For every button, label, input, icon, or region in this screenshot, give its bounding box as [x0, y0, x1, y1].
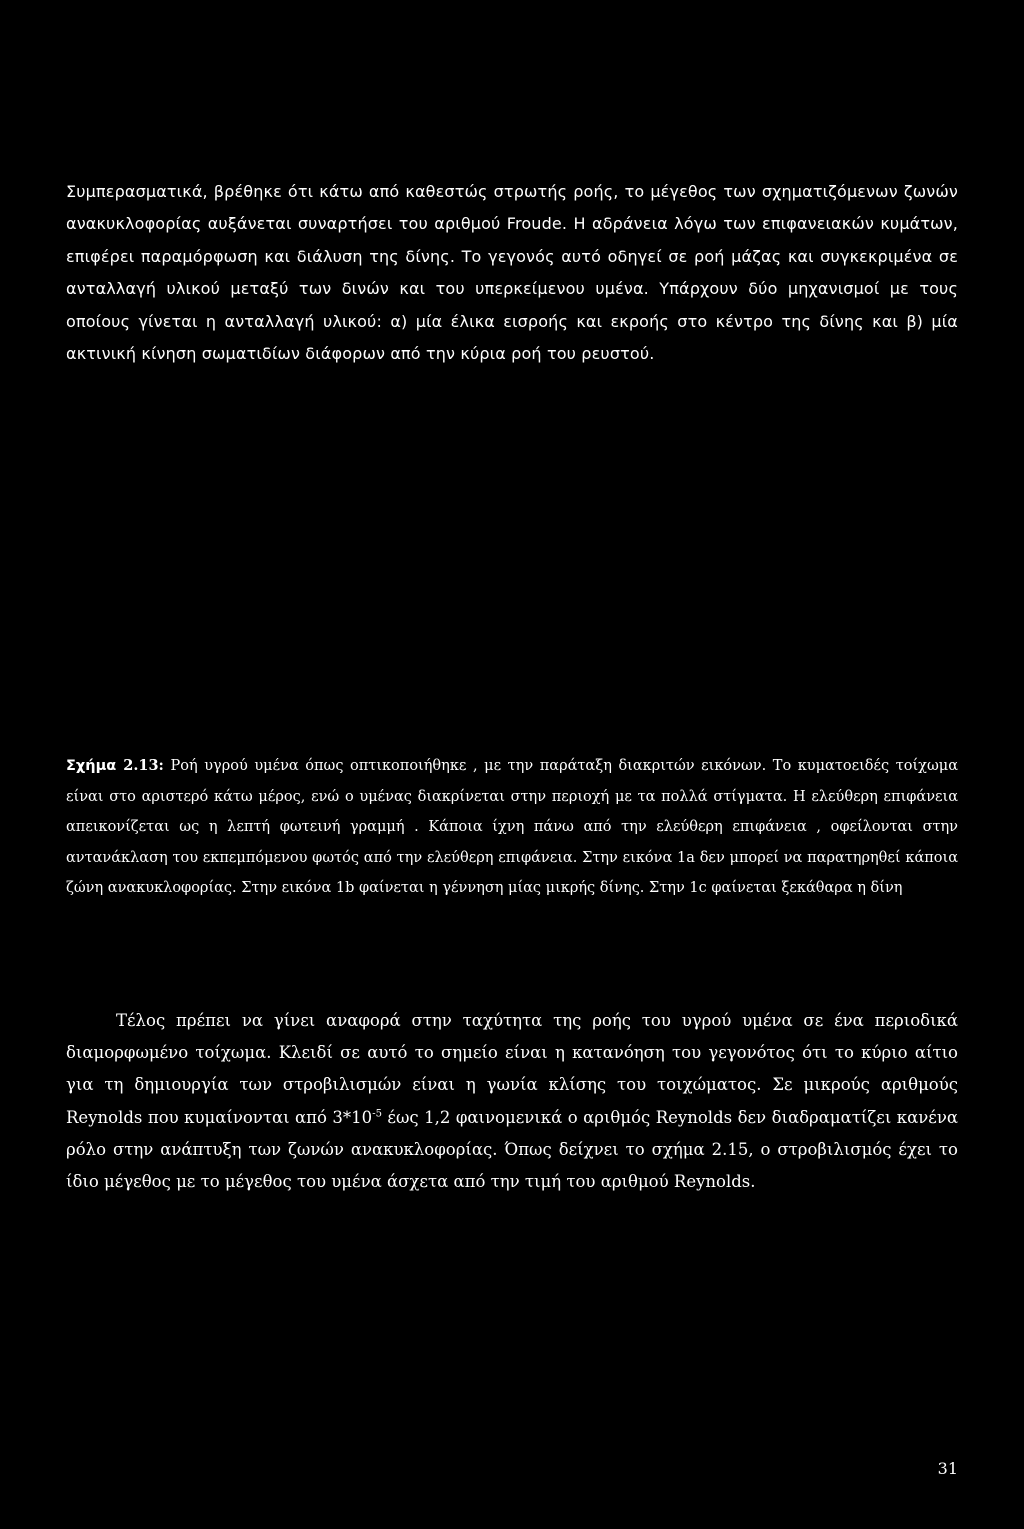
figure-label-word: Σχήμα: [66, 758, 117, 774]
exponent: -5: [372, 1108, 382, 1120]
body-paragraph-2-part-1: Τέλος πρέπει να γίνει αναφορά στην ταχύτητα της ροής του υγρού υμένα σε ένα περιοδικά διαμορφωμένο τοίχωμα. Κλειδί σε αυτό το σημείο είναι η κατανόηση του γεγονότος ότι το κύριο αίτιο για τη δημιουργία των στροβιλισμών είναι η γωνία κλίσης του τοιχώματος. Σε μικρούς αριθμούς Reynolds που κυμαίνονται από 3*10: [66, 1011, 958, 1127]
body-paragraph-2: [66, 1005, 958, 1198]
page-number: 31: [937, 1459, 958, 1478]
figure-caption: [66, 751, 958, 904]
body-paragraph-2-part-2: έως 1,2 φαινομενικά ο αριθμός Reynolds δεν διαδραματίζει κανένα ρόλο στην ανάπτυξη των ζωνών ανακυκλοφορίας. Όπως δείχνει το σχήμα 2.15, ο στροβιλισμός έχει το ίδιο μέγεθος με το μέγεθος του υμένα άσχετα από την τιμή του αριθμού Reynolds.: [66, 1107, 958, 1192]
body-paragraph-1: Συμπερασματικά, βρέθηκε ότι κάτω από καθεστώς στρωτής ροής, το μέγεθος των σχηματιζόμενων ζωνών ανακυκλοφορίας αυξάνεται συναρτήσει του αριθμού Froude. Η αδράνεια λόγω των επιφανειακών κυμάτων, επιφέρει παραμόρφωση και διάλυση της δίνης. Το γεγονός αυτό οδηγεί σε ροή μάζας και συγκεκριμένα σε ανταλλαγή υλικού μεταξύ των δινών και του υπερκείμενου υμένα. Υπάρχουν δύο μηχανισμοί με τους οποίους γίνεται η ανταλλαγή υλικού: α) μία έλικα εισροής και εκροής στο κέντρο της δίνης και β) μία ακτινική κίνηση σωματιδίων διάφορων από την κύρια ροή του ρευστού.: [66, 182, 958, 364]
figure-label-number: 2.13:: [123, 757, 164, 774]
figure-label: [66, 758, 164, 774]
figure-caption-text: Ροή υγρού υμένα όπως οπτικοποιήθηκε , με την παράταξη διακριτών εικόνων. Το κυματοειδές τοίχωμα είναι στο αριστερό κάτω μέρος, ενώ ο υμένας διακρίνεται στην περιοχή με τα πολλά στίγματα. Η ελεύθερη επιφάνεια απεικονίζεται ως η λεπτή φωτεινή γραμμή . Κάποια ίχνη πάνω από την ελεύθερη επιφάνεια , οφείλονται στην αντανάκλαση του εκπεμπόμενου φωτός από την ελεύθερη επιφάνεια. Στην εικόνα 1a δεν μπορεί να παρατηρηθεί κάποια ζώνη ανακυκλοφορίας. Στην εικόνα 1b φαίνεται η γέννηση μίας μικρής δίνης. Στην 1c φαίνεται ξεκάθαρα η δίνη: [66, 758, 958, 896]
